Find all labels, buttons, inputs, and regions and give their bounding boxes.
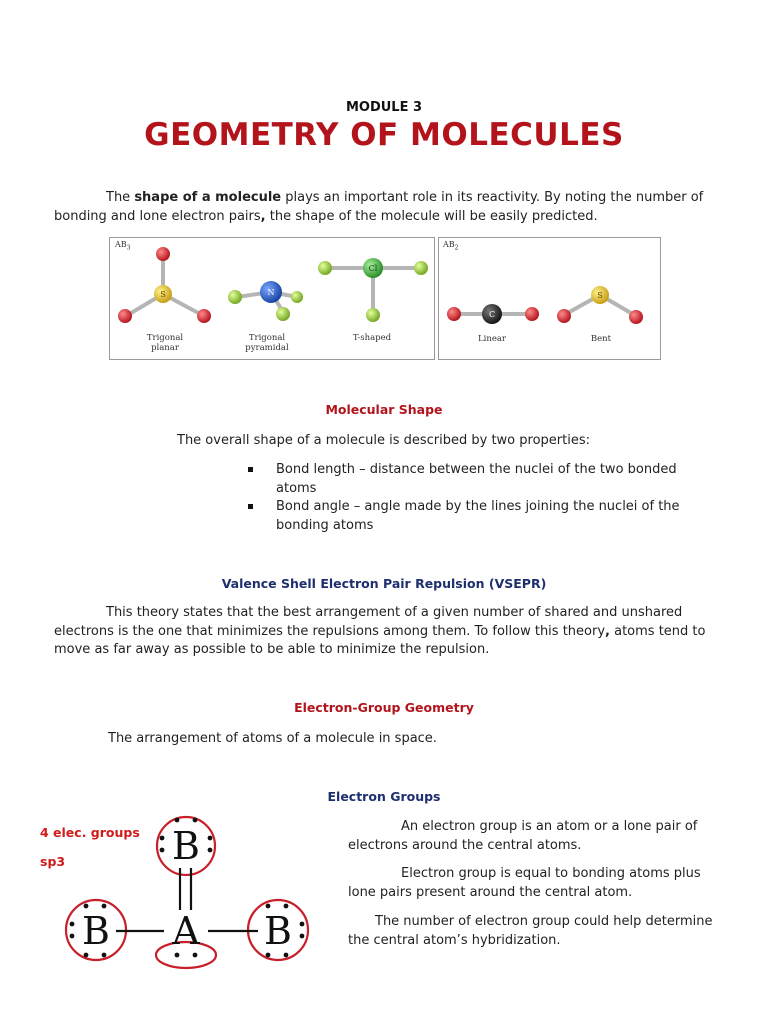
module-label: MODULE 3	[345, 100, 423, 115]
electron-groups-annotation: 4 elec. groups	[40, 825, 140, 840]
atom-s-bent: S	[597, 291, 603, 300]
electron-groups-para-3: The number of electron group could help determine the central atom’s hybridization.	[348, 914, 713, 948]
atom-s: S	[160, 290, 166, 299]
atom-a-central: A	[172, 909, 200, 953]
bullet-bond-length: Bond length – distance between the nuclei of the two bonded atoms	[248, 461, 688, 498]
atom-b-top: B	[172, 824, 200, 868]
label-bent: Bent	[590, 334, 612, 344]
electron-dots-central-a	[175, 953, 198, 958]
electron-groups-para-2: Electron group is equal to bonding atoms plus lone pairs present around the central atom.	[348, 866, 701, 900]
label-linear: Linear	[478, 334, 506, 344]
atom-c: C	[488, 310, 496, 319]
bullet-bond-angle: Bond angle – angle made by the lines joining the nuclei of the bonding atoms	[248, 498, 688, 535]
atom-b-left: B	[82, 909, 110, 953]
trigonal-planar-model	[118, 247, 211, 323]
intro-bold-term: shape of a molecule	[134, 190, 282, 205]
molecular-shape-bullets	[248, 461, 688, 535]
lewis-structure-diagram	[60, 812, 330, 972]
atom-b-right: B	[264, 909, 292, 953]
molecular-shape-intro: The overall shape of a molecule is described by two properties:	[177, 433, 590, 448]
ab3-panel-tag: $AB_3$	[115, 240, 131, 252]
page-title: GEOMETRY OF MOLECULES	[144, 117, 624, 153]
ab2-panel-tag: $AB_2$	[443, 240, 459, 252]
vsepr-paragraph: This theory states that the best arrangement of a given number of shared and unshared electrons is the one that minimizes the repulsions among them. To follow this theory, atoms tend to move as far away as possible to be able to minimize the repulsion.	[54, 605, 706, 657]
atom-n: N	[267, 288, 275, 297]
electron-groups-heading: Electron Groups	[327, 789, 441, 804]
hybridization-annotation: sp3	[40, 854, 66, 869]
bent-model	[557, 286, 643, 324]
t-shaped-model	[318, 258, 428, 322]
molecular-shape-heading: Molecular Shape	[325, 402, 443, 417]
intro-paragraph: The shape of a molecule plays an important role in its reactivity. By noting the number of bonding and lone electron pairs, the shape of the molecule will be easily predicted.	[54, 190, 704, 224]
trigonal-pyramidal-model	[228, 281, 303, 321]
linear-model	[447, 304, 539, 324]
vsepr-heading: Valence Shell Electron Pair Repulsion (VSEPR)	[221, 576, 547, 591]
electron-groups-para-1: An electron group is an atom or a lone pair of electrons around the central atoms.	[348, 819, 698, 853]
label-t-shaped: T-shaped	[352, 333, 392, 343]
electron-group-geometry-heading: Electron-Group Geometry	[294, 700, 474, 715]
atom-cl: Cl	[368, 264, 378, 273]
label-trigonal-pyramidal: Trigonal pyramidal	[245, 333, 289, 353]
electron-group-geometry-text: The arrangement of atoms of a molecule in space.	[108, 731, 437, 746]
label-trigonal-planar: Trigonal planar	[146, 333, 184, 353]
